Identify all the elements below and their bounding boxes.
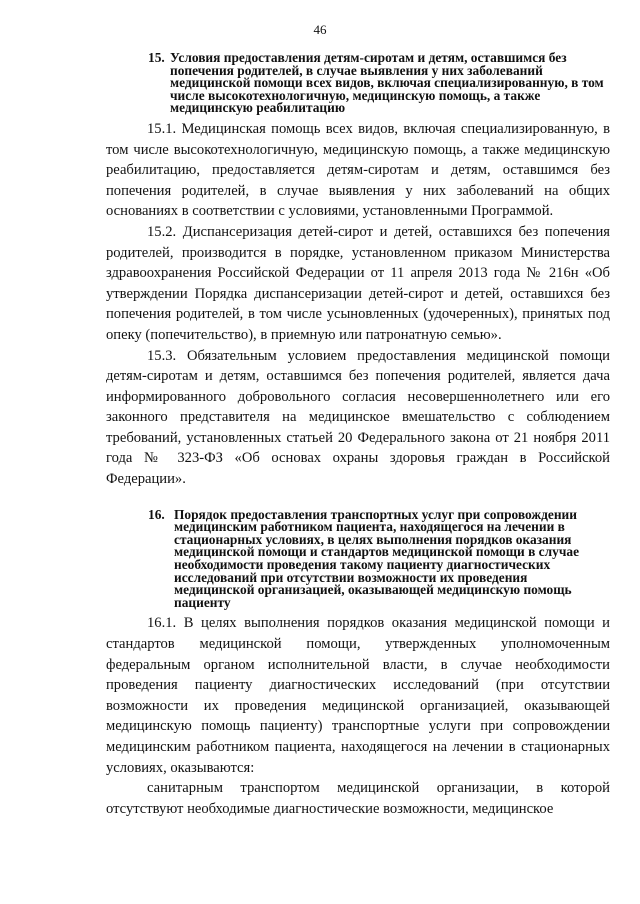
section-16-heading [106, 506, 610, 610]
paragraph-15-1: 15.1. Медицинская помощь всех видов, включая специализированную, в том числе высокотехнологичную, медицинскую помощь, а также медицинскую реабилитацию, предоставляется детям-сиротам и детям, оставшимся без попечения родителей, в случае выявления у них заболеваний на общих основаниях в соответствии с условиями, установленными Программой. [106, 120, 610, 220]
section-16-number: 16. [148, 506, 165, 522]
paragraph-15-3: 15.3. Обязательным условием предоставления медицинской помощи детям-сиротам и детям, оставшимся без попечения родителей, является дача информированного добровольного согласия несовершеннолетнего или его законного представителя на медицинское вмешательство с соблюдением требований, установленных статьей 20 Федерального закона от 21 ноября 2011 года № 323-ФЗ «Об основах охраны здоровья граждан в Российской Федерации». [106, 347, 610, 488]
section-15-heading [106, 52, 610, 115]
paragraph-16-1-item: санитарным транспортом медицинской организации, в которой отсутствуют необходимые диагностические возможности, медицинское [106, 780, 610, 817]
section-16-title: Порядок предоставления транспортных услуг при сопровождении медицинским работником пациента, находящегося на лечении в стационарных условиях, в целях выполнения порядков оказания медицинской помощи и стандартов медицинской помощи в случае необходимости проведения такому пациенту диагностических исследований при отсутствии возможности их проведения медицинской организацией, оказывающей медицинскую помощь пациенту [174, 506, 580, 610]
paragraph-16-1: 16.1. В целях выполнения порядков оказания медицинской помощи и стандартов медицинской помощи, утвержденных уполномоченным федеральным органом исполнительной власти, в случае необходимости проведения пациенту диагностических исследований (при отсутствии возможности их проведения медицинской организацией, оказывающей медицинскую помощь пациенту) транспортные услуги при сопровождении медицинским работником пациента, находящегося на лечении в стационарных условиях, оказываются: [106, 615, 610, 776]
page-number: 46 [313, 22, 327, 37]
page-content [106, 52, 610, 819]
section-15-title: Условия предоставления детям-сиротам и детям, оставшимся без попечения родителей, в случае выявления у них заболеваний медицинской помощи всех видов, включая специализированную, в том числе высокотехнологичную, медицинскую помощь, а также медицинскую реабилитацию [170, 50, 604, 116]
section-15-number: 15. [148, 50, 165, 65]
paragraph-15-2: 15.2. Диспансеризация детей-сирот и детей, оставшихся без попечения родителей, производится в порядке, установленном приказом Министерства здравоохранения Российской Федерации от 11 апреля 2013 года № 216н «Об утверждении Порядка диспансеризации детей-сирот и детей, оставшихся без попечения родителей, в том числе усыновленных (удочеренных), принятых под опеку (попечительство), в приемную или патронатную семью». [106, 223, 610, 343]
